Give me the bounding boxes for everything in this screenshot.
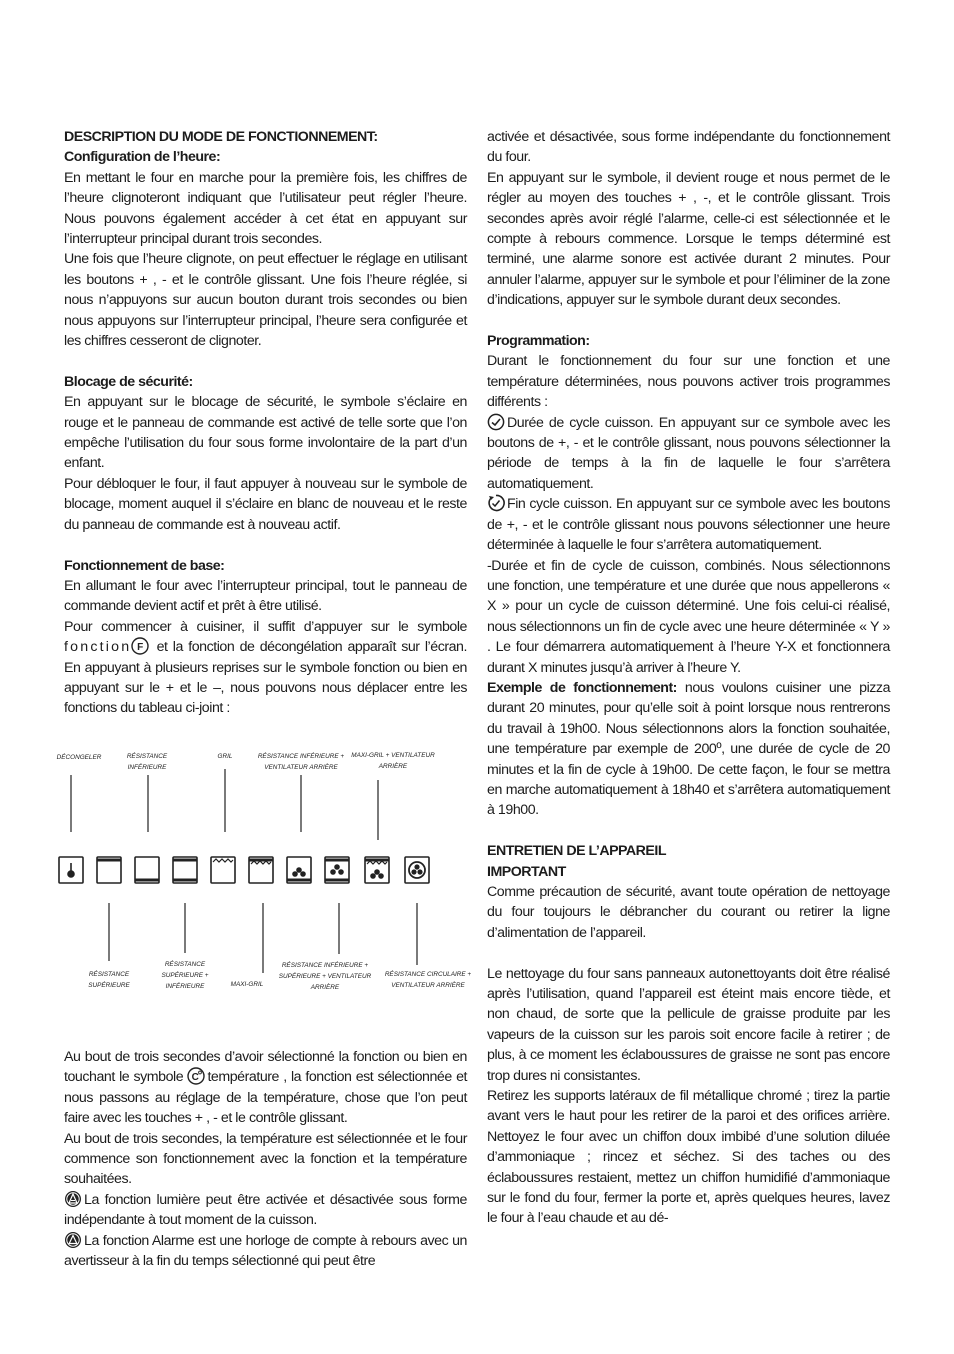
maintenance-paragraph-1: Comme précaution de sécurité, avant toute opération de nettoyage du four toujours le débrancher du courant ou retirer la ligne d’alimentation de l’appareil. — [487, 884, 890, 941]
after-diagram-end: température , la fonction est sélectionnée et nous passons au réglage de la température, chose que l’on peut faire avec les touches + , - et le contrôle glissant. — [64, 1069, 468, 1127]
defrost-icon — [59, 857, 83, 883]
label-res-inf-vent-1: RÉSISTANCE INFÉRIEURE + — [257, 753, 345, 760]
upper-lower-heating-icon — [173, 857, 197, 883]
base-paragraph-2-start: Pour commencer à cuisiner, il suffit d’appuyer sur le symbole — [64, 618, 467, 635]
label-maxigril-vent-1: MAXI-GRIL + VENTILATEUR — [351, 752, 435, 759]
lower-fan-icon — [287, 857, 311, 883]
cooking-duration-icon — [487, 413, 505, 431]
maintenance-paragraph-3: Retirez les supports latéraux de fil métallique chromé ; tirez la partie avant vers le haut pour les retirer de la paroi et des orifices arrière. Nettoyez le four avec un chiffon doux imbibé d’une solution diluée d’ammoniaque ; rincez et séchez. Si des taches ou des éclaboussures restaient, mettez un chiffon humidifié d’ammoniaque sur le fond du four, fermer la porte et, après quelques heures, lavez le four à l’eau chaude et au dé- — [487, 1088, 890, 1227]
label-res-sup-inf-2: SUPÉRIEURE + — [161, 972, 209, 979]
alarm-icon — [64, 1231, 82, 1249]
label-res-sup-2: SUPÉRIEURE — [88, 982, 130, 989]
label-res-inf-sup-vent-2: SUPÉRIEURE + VENTILATEUR — [278, 973, 372, 980]
cooking-end-text: Fin cycle cuisson. En appuyant sur ce symbole avec les boutons de +, - et le contrôle glissant nous pouvons sélectionner une heure déterminée à laquelle le four s’arrêtera automatiquement. — [487, 496, 890, 554]
clock-title: Configuration de l’heure: — [64, 149, 221, 166]
after-diagram-paragraph-1 — [64, 1047, 467, 1129]
circular-fan-icon — [405, 857, 429, 883]
upper-lower-fan-icon — [325, 857, 349, 883]
left-column — [64, 127, 467, 719]
function-icons-row — [59, 857, 429, 883]
section-heading: DESCRIPTION DU MODE DE FONCTIONNEMENT: — [64, 129, 378, 145]
example-text: nous voulons cuisiner une pizza durant 20 minutes, pour qu’elle soit à point lorsque nous rentrerons du travail à 19h00. Nous sélectionnons alors la fonction souhaitée, une température par exemple de 200º, une durée de cycle de 20 minutes et la fin de cycle à 19h00. De cette façon, le four se mettra en marche automatiquement à 18h40 et s’arrêtera automatiquement à 19h00. — [487, 679, 891, 819]
right-column — [487, 127, 890, 1229]
grill-icon — [211, 857, 235, 883]
cooking-duration-text: Durée de cycle cuisson. En appuyant sur ce symbole avec les boutons de +, - et le contrôle glissant, nous pouvons sélectionner la période de temps à la fin de laquelle le four s’arrêtera automatiquement. — [487, 414, 890, 492]
base-title: Fonctionnement de base: — [64, 557, 225, 574]
label-gril: GRIL — [217, 753, 233, 760]
function-f-icon — [131, 637, 149, 655]
alarm-continued-2: En appuyant sur le symbole, il devient rouge et nous permet de le régler au moyen des touches + , -, et le contrôle glissant. Trois secondes après avoir réglé l’alarme, celle-ci est sélectionnée et le compte à rebours commence. Lorsque le temps déterminé est terminé, une alarme sonore est activée durant 2 minutes. Pour annuler l’alarme, appuyer sur le symbole et pour l’éliminer de la zone d’indications, appuyer sur le symbole durant deux secondes. — [487, 169, 890, 309]
important-title: IMPORTANT — [487, 863, 566, 880]
label-maxi-gril: MAXI-GRIL — [230, 981, 264, 988]
label-res-circ-vent-1: RÉSISTANCE CIRCULAIRE + — [384, 971, 472, 978]
label-maxigril-vent-2: ARRIÈRE — [378, 763, 408, 770]
temperature-icon — [187, 1067, 205, 1085]
label-res-inf-sup-vent-3: ARRIÈRE — [310, 984, 340, 991]
clock-paragraph-1: En mettant le four en marche pour la première fois, les chiffres de l’heure clignoteront indiquant que l’utilisateur peut régler l’heure. Nous pouvons également accéder à cet état en appuyant sur l’interrupteur principal durant trois secondes. — [64, 169, 467, 248]
alarm-continued-1: activée et désactivée, sous forme indépendante du fonctionnement du four. — [487, 129, 890, 166]
label-resistance-inferieure-2: INFÉRIEURE — [127, 764, 167, 771]
svg-text:C: C — [192, 1072, 199, 1084]
label-res-inf-vent-2: VENTILATEUR ARRIÈRE — [264, 764, 338, 771]
maintenance-title: ENTRETIEN DE L’APPAREIL — [487, 843, 666, 860]
programming-paragraph-3 — [487, 494, 890, 555]
upper-heating-icon — [97, 857, 121, 883]
function-word: fonction — [64, 639, 132, 656]
label-resistance-inferieure-1: RÉSISTANCE — [126, 753, 168, 760]
after-diagram-paragraph-2: Au bout de trois secondes, la température est sélectionnée et le four commence son fonctionnement avec la fonction et la température souhaitées. — [64, 1130, 467, 1188]
programming-paragraph-4: -Durée et fin de cycle de cuisson, combinés. Nous sélectionnons une fonction, une température et une durée que nous appellerons « X » pour un cycle de cuisson déterminé. Une fois celui-ci réalisé, nous sélectionnons un fin de cycle avec une heure déterminée « Y » . Le four démarrera automatiquement à l’heure Y-X et fonctionnera durant X minutes jusqu’à arriver à l’heure Y. — [487, 557, 890, 676]
light-icon — [64, 1190, 82, 1208]
programming-paragraph-2 — [487, 413, 890, 495]
base-paragraph-2-end: et la fonction de décongélation apparaît sur l’écran. En appuyant à plusieurs reprises sur le symbole fonction ou bien en appuyant sur le + et le –, nous pouvons nous déplacer entre les fonctions du tableau ci-joint : — [64, 639, 467, 717]
label-res-circ-vent-2: VENTILATEUR ARRIÈRE — [391, 982, 465, 989]
example-label: Exemple de fonctionnement: — [487, 679, 677, 696]
maxi-grill-icon — [249, 857, 273, 883]
light-paragraph — [64, 1190, 467, 1231]
alarm-text: La fonction Alarme est une horloge de compte à rebours avec un avertisseur à la fin du temps sélectionné qui peut être — [64, 1232, 467, 1270]
oven-functions-diagram — [55, 748, 475, 996]
maxi-grill-fan-icon — [365, 857, 389, 883]
example-paragraph — [487, 678, 890, 821]
clock-paragraph-2: Une fois que l’heure clignote, on peut effectuer le réglage en utilisant les boutons + , - et le contrôle glissant. Une fois l’heure réglée, si nous n’appuyons sur aucun bouton durant trois secondes ou bien nous appuyons sur l’interrupteur principal, l’heure sera configurée et les chiffres cesseront de clignoter. — [64, 251, 467, 350]
programming-paragraph-1: Durant le fonctionnement du four sur une fonction et une température déterminées, nous pouvons activer trois programmes différents : — [487, 353, 890, 411]
alarm-paragraph — [64, 1231, 467, 1272]
base-paragraph-2 — [64, 617, 467, 719]
left-column-lower — [64, 1047, 467, 1271]
base-paragraph-1: En allumant le four avec l’interrupteur principal, tout le panneau de commande devient actif et prêt à être utilisé. — [64, 577, 467, 615]
lock-paragraph-1: En appuyant sur le blocage de sécurité, le symbole s’éclaire en rouge et le panneau de commande est activé de telle sorte que l’on empêche l’utilisation du four sous forme involontaire de la part d’un enfant. — [64, 394, 467, 472]
programming-title: Programmation: — [487, 333, 590, 350]
label-res-sup-inf-3: INFÉRIEURE — [165, 983, 205, 990]
lock-paragraph-2: Pour débloquer le four, il faut appuyer à nouveau sur le symbole de blocage, moment auquel il s’éclaire en blanc de nouveau et le reste du panneau de commande est à nouveau actif. — [64, 475, 467, 533]
light-text: La fonction lumière peut être activée et désactivée sous forme indépendante à tout moment de la cuisson. — [64, 1191, 467, 1229]
maintenance-paragraph-2: Le nettoyage du four sans panneaux autonettoyants doit être réalisé après l’utilisation, quand l’appareil est éteint mais encore tiède, et non chaud, de sorte que la pellicule de graisse produite par les vapeurs de la cuisson sur les parois soit encore facile à retirer ; de plus, à ce moment les éclaboussures de graisse ne sont pas encore trop dures ni consistantes. — [487, 965, 890, 1084]
lower-heating-icon — [135, 857, 159, 883]
label-res-inf-sup-vent-1: RÉSISTANCE INFÉRIEURE + — [281, 962, 369, 969]
label-decongeler: DÉCONGELER — [56, 754, 102, 761]
cooking-end-icon — [487, 494, 505, 512]
svg-text:F: F — [137, 642, 144, 654]
lock-title: Blocage de sécurité: — [64, 373, 193, 390]
label-res-sup-1: RÉSISTANCE — [88, 971, 130, 978]
after-diagram-start: Au bout de trois secondes d’avoir sélectionné la fonction ou bien en touchant le symbole — [64, 1049, 467, 1086]
label-res-sup-inf-1: RÉSISTANCE — [164, 961, 206, 968]
